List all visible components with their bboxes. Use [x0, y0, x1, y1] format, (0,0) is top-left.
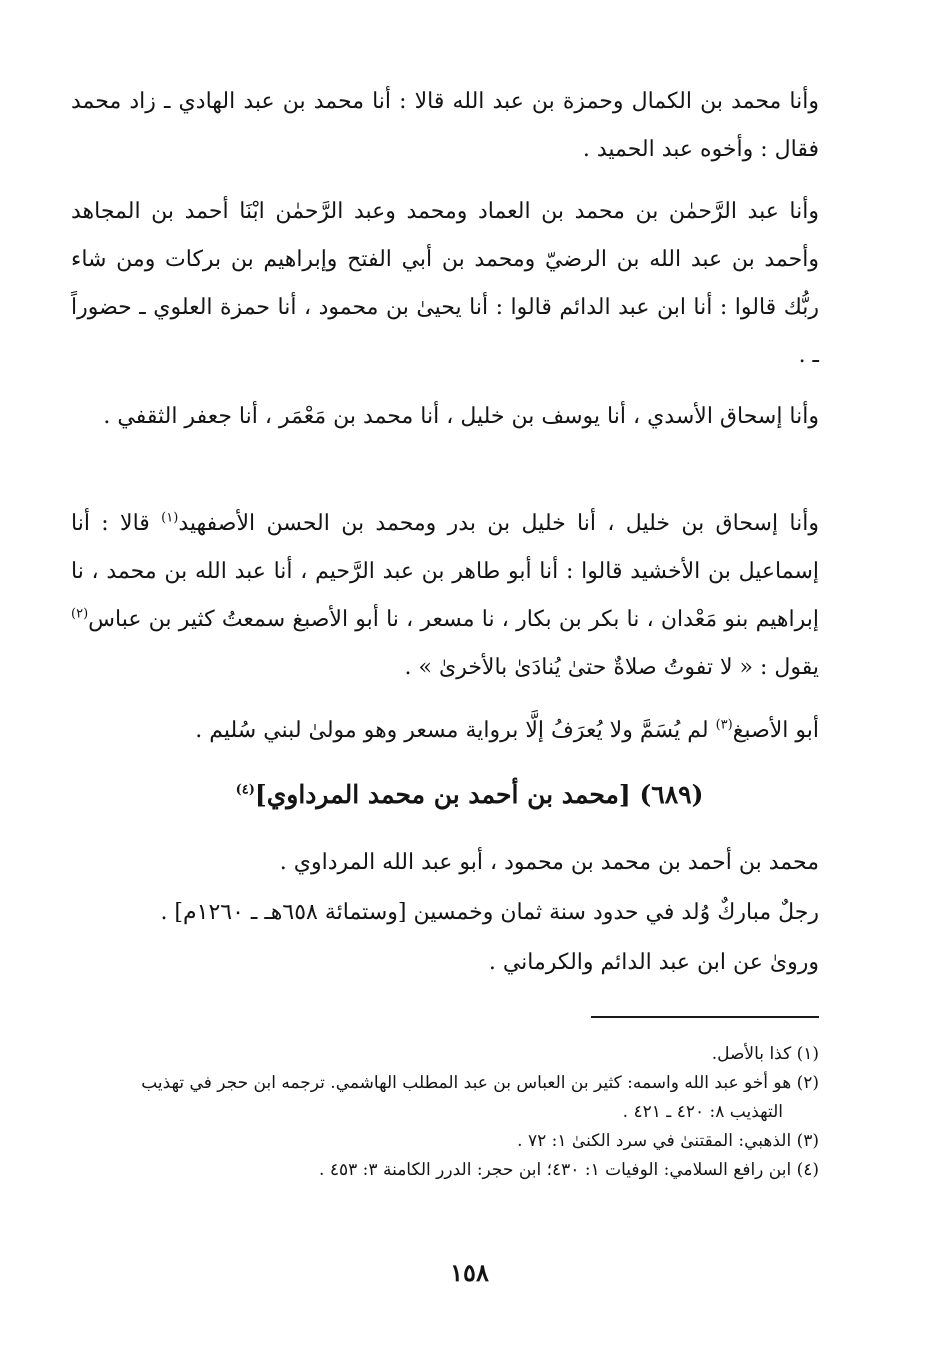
footnote-4: (٤) ابن رافع السلامي: الوفيات ١: ٤٣٠؛ ابن حجر: الدرر الكامنة ٣: ٤٥٣ . — [319, 1160, 819, 1180]
paragraph-isnad-3: وأنا إسحاق الأسدي ، أنا يوسف بن خليل ، أنا محمد بن مَعْمَر ، أنا جعفر الثقفي . — [103, 404, 819, 429]
entry-line-birth: رجلٌ مباركٌ وُلد في حدود سنة ثمان وخمسين [وستمائة ٦٥٨هـ ـ ١٢٦٠م] . — [160, 900, 819, 925]
paragraph-hadith — [71, 500, 819, 692]
paragraph-hadith-text-2: قالا : أنا إسماعيل بن الأخشيد قالوا : أنا أبو طاهر بن عبد الرَّحيم ، أنا عبد الله بن محمد ، نا إبراهيم بنو مَعْدان ، نا بكر بن بكار ، نا مسعر ، نا أبو الأصبغ سمعتُ كثير بن عباس — [71, 511, 819, 632]
footnote-ref-3: (٣) — [715, 717, 733, 733]
paragraph-comment-text-2: لم يُسَمَّ ولا يُعرَفُ إلَّا برواية مسعر وهو مولىٰ لبني سُليم . — [195, 718, 716, 743]
paragraph-hadith-text-3: يقول : « لا تفوتُ صلاةٌ حتىٰ يُنادَىٰ بالأخرىٰ » . — [404, 655, 819, 680]
footnote-2: (٢) هو أخو عبد الله واسمه: كثير بن العباس بن عبد المطلب الهاشمي. ترجمه ابن حجر في تهذيب — [141, 1073, 819, 1093]
paragraph-comment — [71, 707, 819, 755]
footnote-ref-1: (١) — [161, 510, 179, 526]
entry-line-name: محمد بن أحمد بن محمد بن محمود ، أبو عبد الله المرداوي . — [279, 850, 819, 875]
paragraph-comment-text: أبو الأصبغ — [732, 718, 819, 743]
footnote-divider — [591, 1016, 819, 1018]
entry-heading-text: (٦٨٩) [محمد بن أحمد بن محمد المرداوي] — [254, 780, 704, 809]
paragraph-hadith-text: وأنا إسحاق بن خليل ، أنا خليل بن بدر ومحمد بن الحسن الأصفهيد — [178, 511, 819, 536]
footnote-3: (٣) الذهبي: المقتنىٰ في سرد الكنىٰ ١: ٧٢ . — [517, 1131, 819, 1151]
entry-heading — [0, 770, 939, 820]
paragraph-isnad-2: وأنا عبد الرَّحمٰن بن محمد بن العماد ومحمد وعبد الرَّحمٰن ابْنَا أحمد بن المجاهد وأحمد بن عبد الله بن الرضيّ ومحمد بن أبي الفتح وإبراهيم بن بركات ومن شاء ربُّك قالوا : أنا ابن عبد الدائم قالوا : أنا يحيىٰ بن محمود ، أنا حمزة العلوي ـ حضوراً ـ . — [71, 199, 819, 368]
page-number: ١٥٨ — [450, 1258, 489, 1287]
footnote-ref-4: (٤) — [235, 782, 255, 798]
footnotes-section — [71, 1040, 819, 1185]
entry-line-narration: ورویٰ عن ابن عبد الدائم والكرماني . — [488, 950, 819, 975]
footnote-2-continued: التهذيب ٨: ٤٢٠ ـ ٤٢١ . — [622, 1102, 783, 1122]
footnote-ref-2: (٢) — [71, 606, 89, 622]
paragraph-isnad-1: وأنا محمد بن الكمال وحمزة بن عبد الله قالا : أنا محمد بن عبد الهادي ـ زاد محمد فقال : وأخوه عبد الحميد . — [71, 89, 819, 162]
footnote-1: (١) كذا بالأصل. — [711, 1044, 819, 1064]
entry-body — [71, 838, 819, 938]
